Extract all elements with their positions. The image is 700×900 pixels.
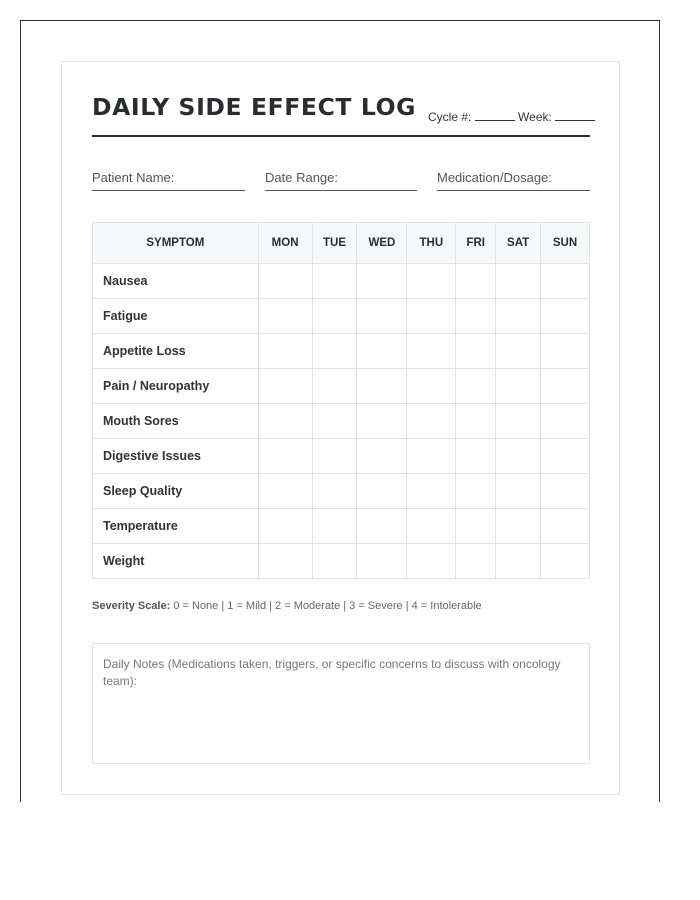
day-entry-cell[interactable] [312,509,357,544]
day-entry-cell[interactable] [312,369,357,404]
week-label: Week: [518,110,552,124]
day-entry-cell[interactable] [407,439,456,474]
day-entry-cell[interactable] [312,264,357,299]
day-entry-cell[interactable] [258,509,312,544]
header-symptom: SYMPTOM [93,223,259,264]
day-entry-cell[interactable] [258,264,312,299]
symptom-label: Temperature [93,509,259,544]
day-entry-cell[interactable] [456,544,496,579]
day-entry-cell[interactable] [541,439,590,474]
day-entry-cell[interactable] [357,369,407,404]
day-entry-cell[interactable] [456,299,496,334]
day-entry-cell[interactable] [258,439,312,474]
symptom-label: Pain / Neuropathy [93,369,259,404]
day-entry-cell[interactable] [496,474,541,509]
patient-name-field[interactable] [92,170,245,191]
medication-dosage-label: Medication/Dosage: [437,170,552,185]
day-entry-cell[interactable] [357,439,407,474]
day-entry-cell[interactable] [541,334,590,369]
day-entry-cell[interactable] [312,474,357,509]
day-entry-cell[interactable] [357,474,407,509]
day-entry-cell[interactable] [407,299,456,334]
table-row [93,369,590,404]
day-entry-cell[interactable] [312,439,357,474]
day-entry-cell[interactable] [456,509,496,544]
day-entry-cell[interactable] [496,334,541,369]
day-entry-cell[interactable] [258,474,312,509]
symptom-label: Mouth Sores [93,404,259,439]
day-entry-cell[interactable] [496,369,541,404]
header-sun: SUN [541,223,590,264]
day-entry-cell[interactable] [456,264,496,299]
header-tue: TUE [312,223,357,264]
header-thu: THU [407,223,456,264]
symptom-label: Fatigue [93,299,259,334]
day-entry-cell[interactable] [258,404,312,439]
day-entry-cell[interactable] [407,474,456,509]
day-entry-cell[interactable] [312,544,357,579]
day-entry-cell[interactable] [357,509,407,544]
day-entry-cell[interactable] [456,334,496,369]
medication-dosage-field[interactable] [437,170,590,191]
day-entry-cell[interactable] [312,334,357,369]
day-entry-cell[interactable] [407,369,456,404]
day-entry-cell[interactable] [357,544,407,579]
day-entry-cell[interactable] [357,299,407,334]
severity-scale-text: 0 = None | 1 = Mild | 2 = Moderate | 3 = Severe | 4 = Intolerable [173,600,482,612]
cycle-week-line [428,110,595,124]
day-entry-cell[interactable] [357,264,407,299]
header-mon: MON [258,223,312,264]
page-title: DAILY SIDE EFFECT LOG [92,93,417,121]
table-row [93,439,590,474]
table-row [93,544,590,579]
day-entry-cell[interactable] [407,264,456,299]
table-row [93,404,590,439]
day-entry-cell[interactable] [541,299,590,334]
day-entry-cell[interactable] [407,544,456,579]
day-entry-cell[interactable] [258,299,312,334]
day-entry-cell[interactable] [541,264,590,299]
day-entry-cell[interactable] [258,369,312,404]
day-entry-cell[interactable] [496,264,541,299]
table-row [93,474,590,509]
day-entry-cell[interactable] [541,474,590,509]
day-entry-cell[interactable] [456,369,496,404]
day-entry-cell[interactable] [357,404,407,439]
day-entry-cell[interactable] [496,299,541,334]
date-range-field[interactable] [265,170,417,191]
patient-name-label: Patient Name: [92,170,175,185]
date-range-label: Date Range: [265,170,338,185]
table-header-row [93,223,590,264]
header-sat: SAT [496,223,541,264]
day-entry-cell[interactable] [357,334,407,369]
symptom-table [92,222,590,579]
title-divider [92,135,590,137]
symptom-label: Sleep Quality [93,474,259,509]
day-entry-cell[interactable] [407,509,456,544]
daily-notes-box[interactable] [92,643,590,764]
header-wed: WED [357,223,407,264]
severity-scale [92,600,482,612]
week-blank[interactable] [555,110,595,121]
day-entry-cell[interactable] [456,404,496,439]
header-fri: FRI [456,223,496,264]
day-entry-cell[interactable] [496,544,541,579]
day-entry-cell[interactable] [456,474,496,509]
day-entry-cell[interactable] [312,299,357,334]
cycle-label: Cycle #: [428,110,472,124]
symptom-label: Digestive Issues [93,439,259,474]
day-entry-cell[interactable] [541,544,590,579]
table-row [93,334,590,369]
day-entry-cell[interactable] [407,334,456,369]
day-entry-cell[interactable] [258,544,312,579]
day-entry-cell[interactable] [541,509,590,544]
day-entry-cell[interactable] [456,439,496,474]
day-entry-cell[interactable] [496,404,541,439]
day-entry-cell[interactable] [312,404,357,439]
daily-notes-prompt: Daily Notes (Medications taken, triggers, or specific concerns to discuss with oncology team): [103,657,561,688]
day-entry-cell[interactable] [541,369,590,404]
table-row [93,509,590,544]
cycle-blank[interactable] [475,110,515,121]
day-entry-cell[interactable] [496,439,541,474]
table-row [93,299,590,334]
day-entry-cell[interactable] [407,404,456,439]
table-row [93,264,590,299]
symptom-label: Weight [93,544,259,579]
day-entry-cell[interactable] [258,334,312,369]
severity-scale-label: Severity Scale: [92,600,171,612]
symptom-label: Appetite Loss [93,334,259,369]
symptom-label: Nausea [93,264,259,299]
day-entry-cell[interactable] [496,509,541,544]
day-entry-cell[interactable] [541,404,590,439]
